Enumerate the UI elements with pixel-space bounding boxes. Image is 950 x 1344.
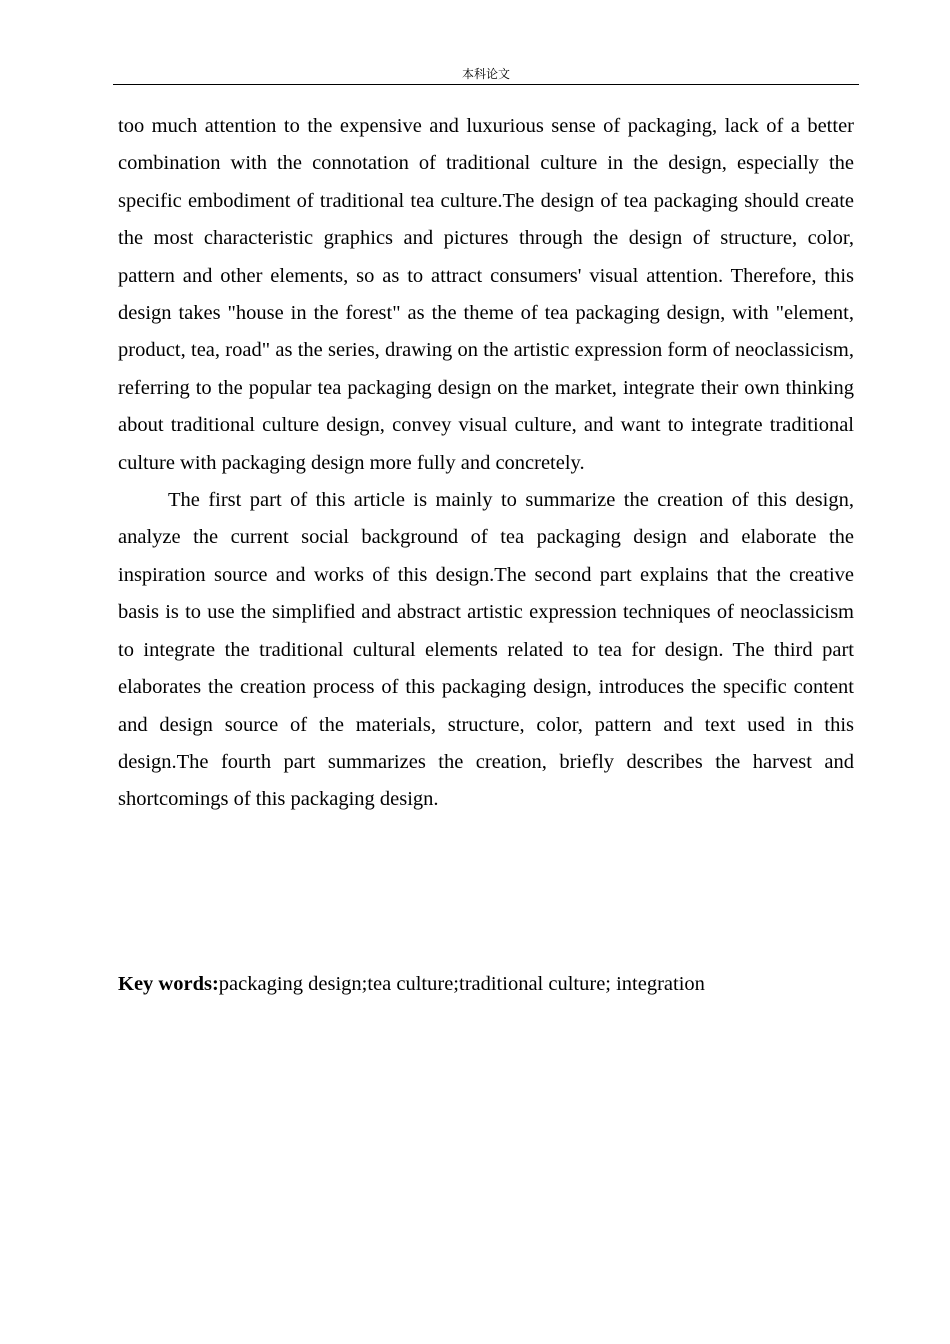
abstract-body	[118, 108, 854, 819]
header-title: 本科论文	[461, 67, 510, 81]
keywords-line	[118, 966, 854, 1003]
keywords-label: Key words:	[118, 973, 219, 995]
keywords-text: packaging design;tea culture;traditional culture; integration	[218, 973, 705, 995]
paragraph-continuation: too much attention to the expensive and luxurious sense of packaging, lack of a better combination with the connotation of traditional culture in the design, especially the specific embodiment of traditional tea culture.The design of tea packaging should create the most characteristic graphics and pictures through the design of structure, color, pattern and other elements, so as to attract consumers' visual attention. Therefore, this design takes "house in the forest" as the theme of tea packaging design, with "element, product, tea, road" as the series, drawing on the artistic expression form of neoclassicism, referring to the popular tea packaging design on the market, integrate their own thinking about traditional culture design, convey visual culture, and want to integrate traditional culture with packaging design more fully and concretely.	[118, 115, 854, 474]
paragraph-structure-summary: The first part of this article is mainly to summarize the creation of this design, analyze the current social background of tea packaging design and elaborate the inspiration source and works of this design.The second part explains that the creative basis is to use the simplified and abstract artistic expression techniques of neoclassicism to integrate the traditional cultural elements related to tea for design. The third part elaborates the creation process of this packaging design, introduces the specific content and design source of the materials, structure, color, pattern and text used in this design.The fourth part summarizes the creation, briefly describes the harvest and shortcomings of this packaging design.	[118, 489, 854, 811]
page-header	[113, 64, 859, 85]
